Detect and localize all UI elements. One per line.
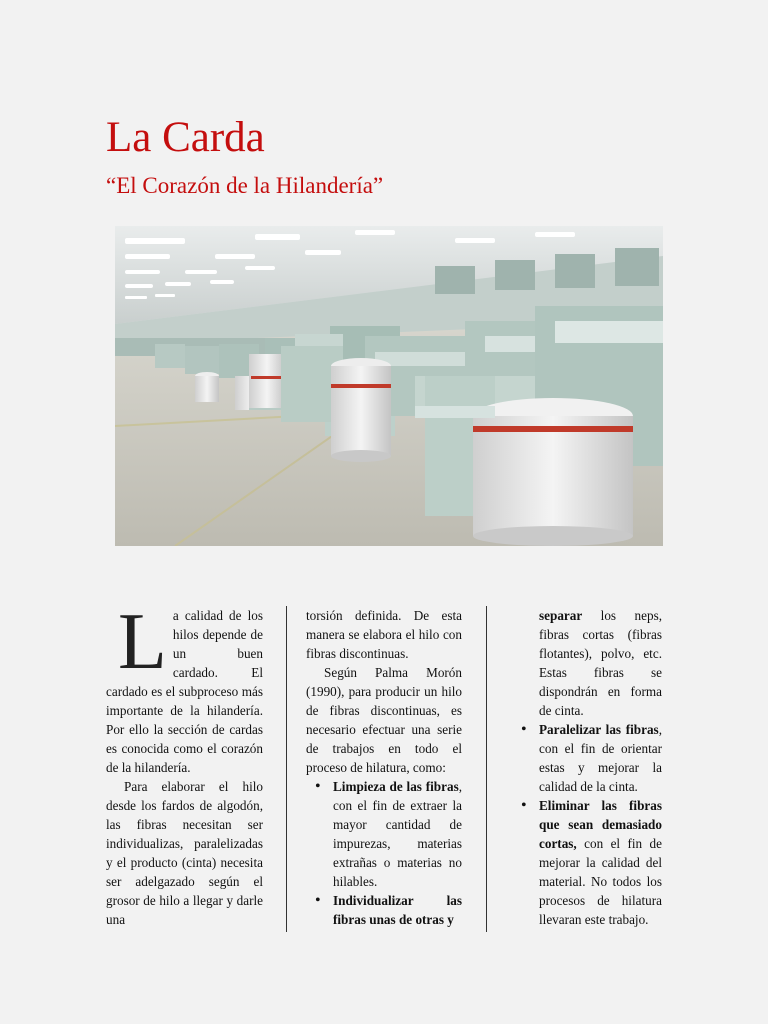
paragraph — [106, 598, 263, 777]
paragraph: Según Palma Morón (1990), para producir un hilo de fibras discontinuas, es necesario efectuar una serie de trabajos en todo el proceso de hilatura, como: — [306, 665, 462, 775]
list-item-text: los neps, fibras cortas (fibras flotantes), polvo, etc. Estas fibras se dispondrán en forma de cinta. — [539, 608, 662, 718]
page-title: La Carda — [106, 114, 265, 161]
bullet-list — [306, 777, 462, 929]
paragraph-text: a calidad de los hilos depende de un buen cardado. El cardado es el subproceso más importante de la hilandería. Por ello la sección de cardas es conocida como el corazón de la hilandería. — [106, 608, 263, 775]
paragraph: torsión definida. De esta manera se elabora el hilo con fibras discontinuas. — [306, 608, 462, 661]
column-3 — [512, 606, 662, 929]
list-item-bold: Individualizar las fibras unas de otras y — [333, 893, 462, 927]
bullet-list — [512, 720, 662, 929]
list-item-continuation — [512, 606, 662, 720]
drop-cap: L — [118, 598, 167, 686]
list-item-bold: Eliminar las fibras que sean demasiado cortas, — [539, 798, 662, 851]
list-item — [512, 720, 662, 796]
column-divider — [486, 606, 487, 932]
column-2 — [306, 606, 462, 929]
list-item — [306, 891, 462, 929]
paragraph: Para elaborar el hilo desde los fardos de algodón, las fibras necesitan ser individualizas, paralelizadas y el producto (cinta) necesita ser adelgazado según el grosor de hilo a llegar y darle una — [106, 779, 263, 927]
list-item-text: con el fin de mejorar la calidad del material. No todos los procesos de hilatura llevaran este trabajo. — [539, 836, 662, 927]
carding-machines-photo — [115, 226, 663, 546]
list-item-text: , con el fin de orientar estas y mejorar la calidad de la cinta. — [539, 722, 662, 794]
article-body — [106, 598, 662, 936]
list-item-text: , con el fin de extraer la mayor cantidad de impurezas, materias extrañas o materias no hilables. — [333, 779, 462, 889]
list-item — [512, 796, 662, 929]
list-item-bold: Paralelizar las fibras — [539, 722, 659, 737]
page-subtitle: “El Corazón de la Hilandería” — [106, 173, 384, 198]
list-item — [306, 777, 462, 891]
list-item-bold: separar — [539, 608, 583, 623]
list-item-bold: Limpieza de las fibras — [333, 779, 459, 794]
column-1 — [106, 598, 263, 929]
column-divider — [286, 606, 287, 932]
